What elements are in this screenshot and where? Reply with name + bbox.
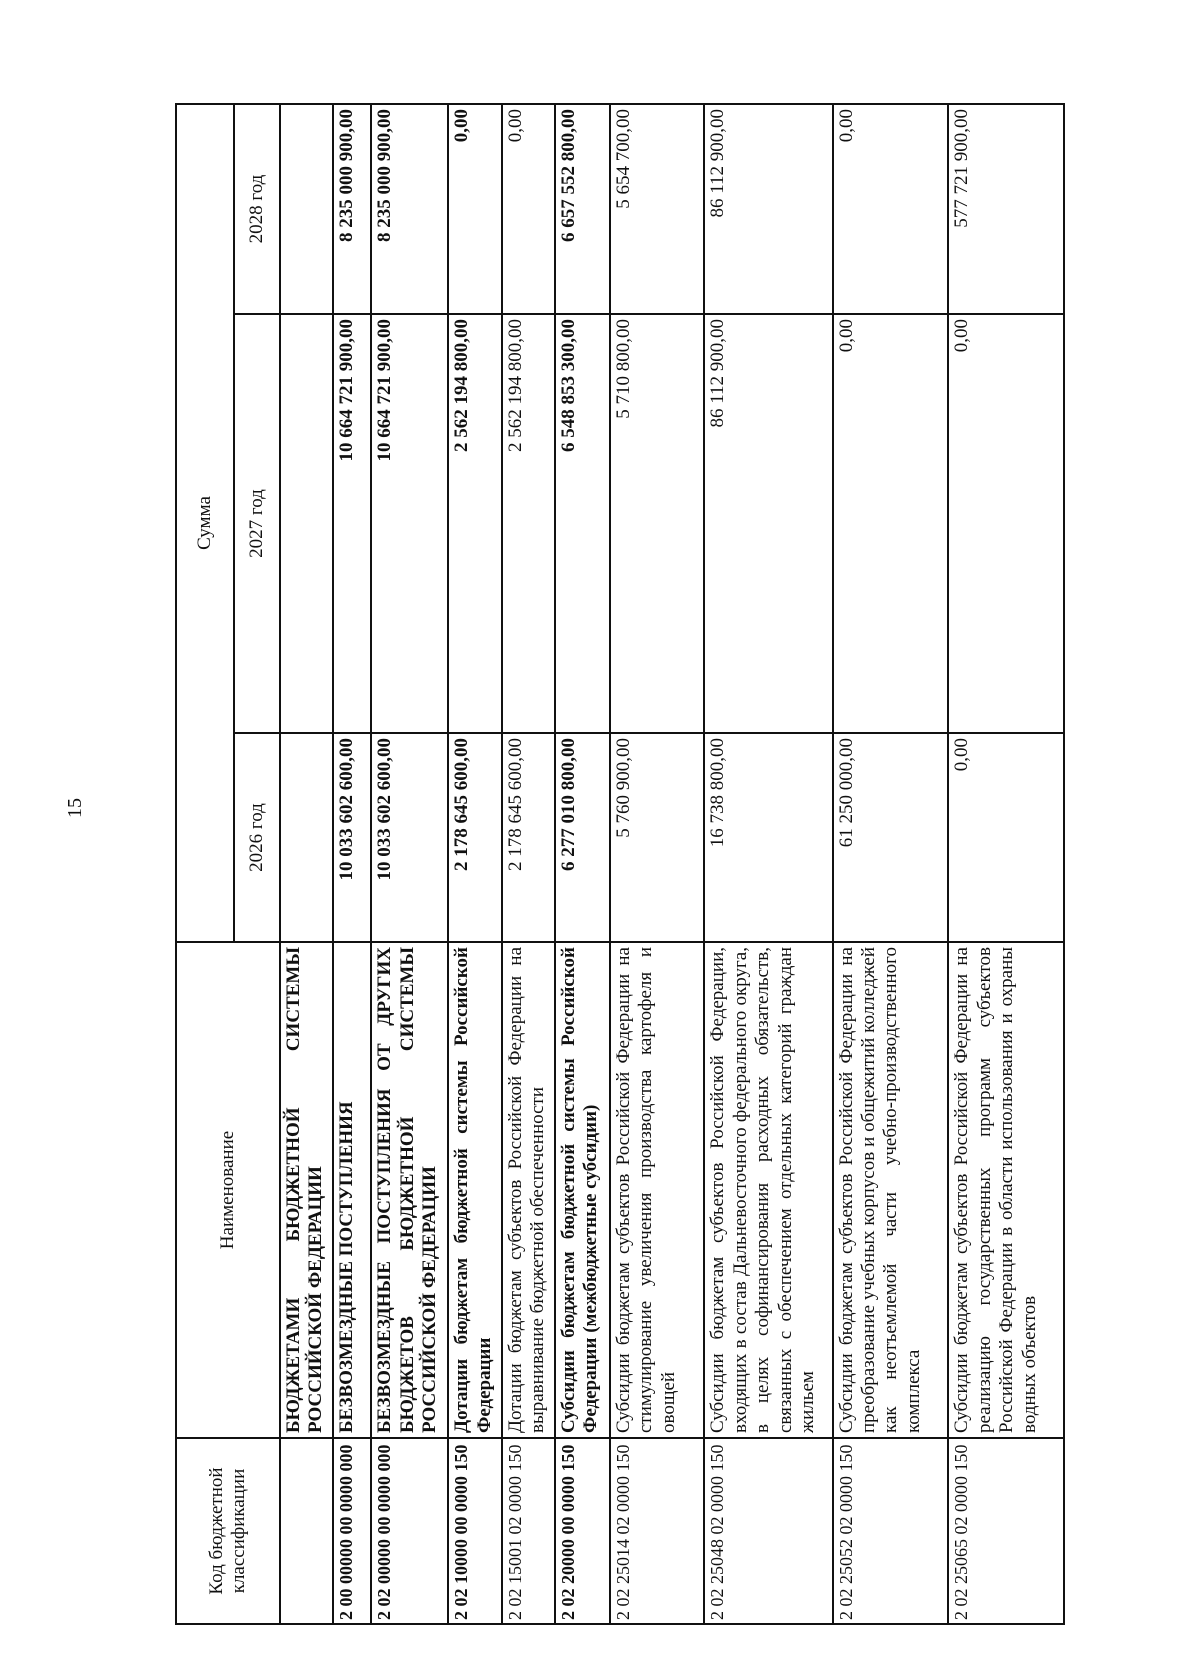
table-row	[502, 104, 555, 1624]
table-row	[948, 104, 1064, 1624]
row-sum-2028: 5 654 700,00	[610, 104, 705, 314]
row-code: 2 00 00000 00 0000 000	[333, 1438, 371, 1624]
header-year-2026: 2026 год	[234, 733, 280, 942]
row-code: 2 02 25065 02 0000 150	[948, 1438, 1064, 1624]
row-sum-2026: 2 178 645 600,00	[502, 733, 555, 942]
row-name: Субсидии бюджетам субъектов Российской Федерации на преобразование учебных корпусов и общежитий колледжей как неотъемлемой части учебно-производственного комплекса	[833, 942, 949, 1438]
row-sum-2028: 577 721 900,00	[948, 104, 1064, 314]
row-sum-2028: 0,00	[833, 104, 949, 314]
row-sum-2027: 86 112 900,00	[704, 314, 832, 733]
row-sum-2027	[280, 314, 333, 733]
table-row	[280, 104, 333, 1624]
row-sum-2027: 10 664 721 900,00	[371, 314, 448, 733]
row-code	[280, 1438, 333, 1624]
row-sum-2026: 10 033 602 600,00	[333, 733, 371, 942]
header-year-2027: 2027 год	[234, 314, 280, 733]
row-name: Дотации бюджетам субъектов Российской Федерации на выравнивание бюджетной обеспеченности	[502, 942, 555, 1438]
row-sum-2026: 10 033 602 600,00	[371, 733, 448, 942]
row-code: 2 02 20000 00 0000 150	[555, 1438, 610, 1624]
row-sum-2028: 86 112 900,00	[704, 104, 832, 314]
row-name: Субсидии бюджетам субъектов Российской Федерации на реализацию государственных программ субъектов Российской Федерации в области использования и охраны водных объектов	[948, 942, 1064, 1438]
table-row	[704, 104, 832, 1624]
table-body	[280, 104, 1064, 1624]
row-sum-2028: 8 235 000 900,00	[333, 104, 371, 314]
row-code: 2 02 25048 02 0000 150	[704, 1438, 832, 1624]
header-sum: Сумма	[176, 104, 234, 942]
budget-revenue-table	[175, 103, 1065, 1625]
row-sum-2026: 6 277 010 800,00	[555, 733, 610, 942]
row-sum-2028: 8 235 000 900,00	[371, 104, 448, 314]
row-name: БЮДЖЕТАМИ БЮДЖЕТНОЙ СИСТЕМЫ РОССИЙСКОЙ ФЕДЕРАЦИИ	[280, 942, 333, 1438]
table-row	[333, 104, 371, 1624]
table-row	[448, 104, 501, 1624]
table-row	[371, 104, 448, 1624]
row-name: БЕЗВОЗМЕЗДНЫЕ ПОСТУПЛЕНИЯ ОТ ДРУГИХ БЮДЖЕТОВ БЮДЖЕТНОЙ СИСТЕМЫ РОССИЙСКОЙ ФЕДЕРАЦИИ	[371, 942, 448, 1438]
row-sum-2026: 2 178 645 600,00	[448, 733, 501, 942]
row-sum-2027: 5 710 800,00	[610, 314, 705, 733]
row-code: 2 02 25052 02 0000 150	[833, 1438, 949, 1624]
row-sum-2028	[280, 104, 333, 314]
table-row	[610, 104, 705, 1624]
row-sum-2027: 6 548 853 300,00	[555, 314, 610, 733]
row-code: 2 02 10000 00 0000 150	[448, 1438, 501, 1624]
row-sum-2026: 5 760 900,00	[610, 733, 705, 942]
row-sum-2027: 2 562 194 800,00	[502, 314, 555, 733]
row-sum-2028: 6 657 552 800,00	[555, 104, 610, 314]
row-code: 2 02 15001 02 0000 150	[502, 1438, 555, 1624]
row-sum-2026: 0,00	[948, 733, 1064, 942]
header-code: Код бюджетной классификации	[176, 1438, 280, 1624]
row-code: 2 02 00000 00 0000 000	[371, 1438, 448, 1624]
row-name: Дотации бюджетам бюджетной системы Российской Федерации	[448, 942, 501, 1438]
row-code: 2 02 25014 02 0000 150	[610, 1438, 705, 1624]
row-sum-2026: 61 250 000,00	[833, 733, 949, 942]
row-sum-2028: 0,00	[448, 104, 501, 314]
row-sum-2027: 0,00	[948, 314, 1064, 733]
rotated-page-content	[175, 105, 1065, 1625]
row-name: Субсидии бюджетам субъектов Российской Федерации на стимулирование увеличения производства картофеля и овощей	[610, 942, 705, 1438]
header-row-1	[176, 104, 234, 1624]
row-name: Субсидии бюджетам субъектов Российской Федерации, входящих в состав Дальневосточного федерального округа, в целях софинансирования расходных обязательств, связанных с обеспечением отдельных категорий граждан жильем	[704, 942, 832, 1438]
row-sum-2026	[280, 733, 333, 942]
row-sum-2027: 0,00	[833, 314, 949, 733]
header-year-2028: 2028 год	[234, 104, 280, 314]
row-sum-2028: 0,00	[502, 104, 555, 314]
header-name: Наименование	[176, 942, 280, 1438]
table-row	[555, 104, 610, 1624]
row-sum-2026: 16 738 800,00	[704, 733, 832, 942]
row-name: Субсидии бюджетам бюджетной системы Российской Федерации (межбюджетные субсидии)	[555, 942, 610, 1438]
row-name: БЕЗВОЗМЕЗДНЫЕ ПОСТУПЛЕНИЯ	[333, 942, 371, 1438]
row-sum-2027: 2 562 194 800,00	[448, 314, 501, 733]
table-row	[833, 104, 949, 1624]
row-sum-2027: 10 664 721 900,00	[333, 314, 371, 733]
page-number: 15	[64, 798, 86, 818]
